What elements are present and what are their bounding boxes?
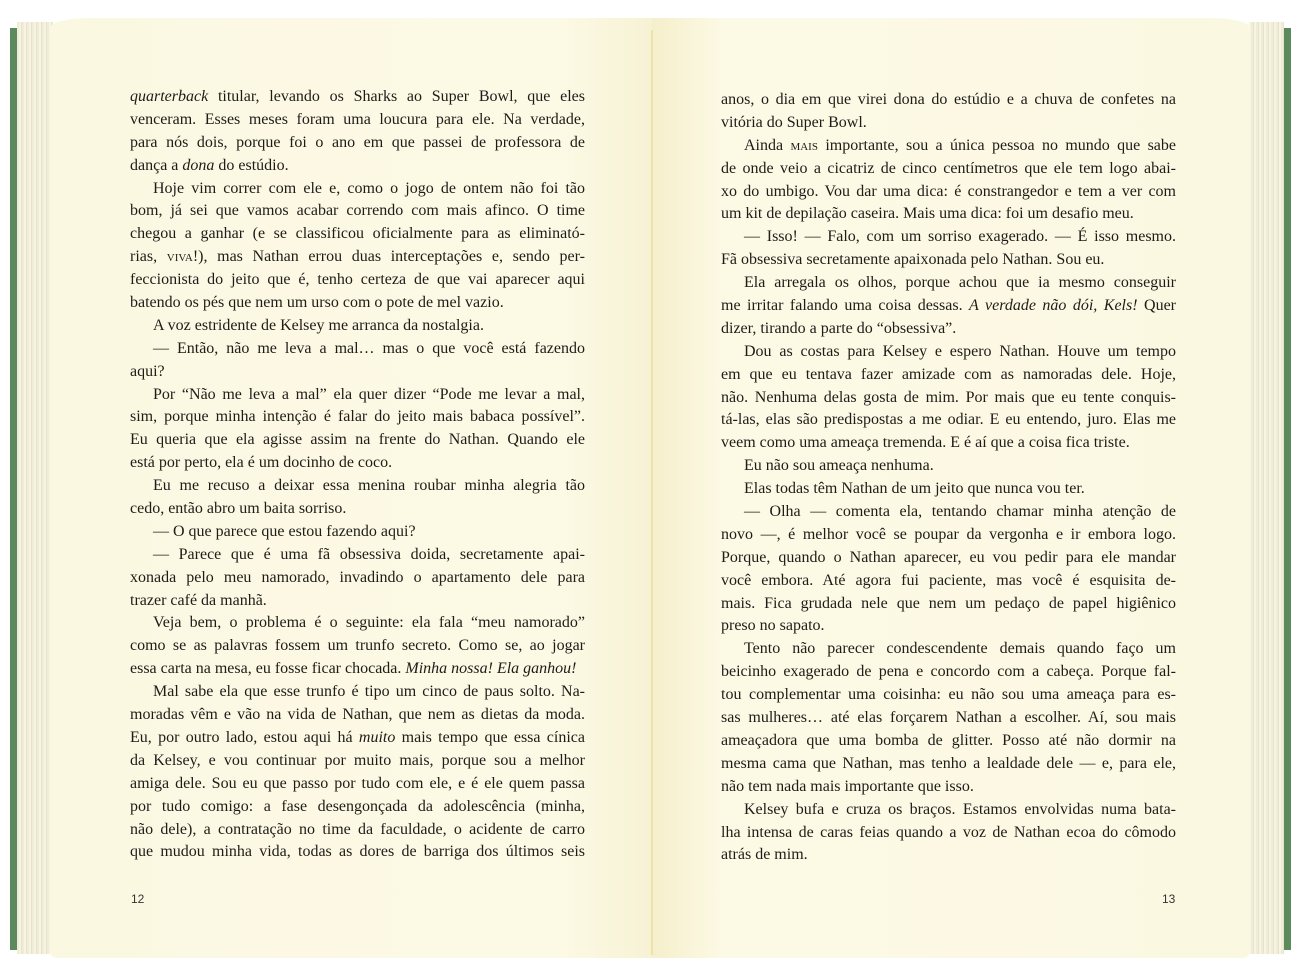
text-line xyxy=(130,452,585,475)
text-run: mais tempo que essa cínica xyxy=(395,728,585,746)
page-stack-left xyxy=(17,22,53,954)
text-line xyxy=(130,338,585,361)
text-run: — Olha — comenta ela, tentando chamar minha atenção de xyxy=(744,503,1176,521)
text-run: você embora. Até agora fui paciente, mas você é esquisita de- xyxy=(721,571,1176,589)
text-run: rias, xyxy=(130,248,167,266)
text-run: como se as palavras fossem um trunfo secreto. Como se, ao jogar xyxy=(130,637,585,655)
italic-text: Minha nossa! Ela ganhou! xyxy=(405,660,577,678)
text-line xyxy=(721,203,1176,226)
text-line xyxy=(130,750,585,773)
text-run: veem como uma ameaça tremenda. E é aí que a coisa fica triste. xyxy=(721,434,1130,452)
text-run: Elas todas têm Nathan de um jeito que nunca vou ter. xyxy=(744,480,1085,498)
text-run: um kit de depilação caseira. Mais uma dica: foi um desafio meu. xyxy=(721,205,1134,223)
text-line xyxy=(721,226,1176,249)
text-run: titular, levando os Sharks ao Super Bowl, que eles xyxy=(208,88,585,105)
text-run: importante, sou a única pessoa no mundo que sabe xyxy=(817,136,1176,154)
text-run: ameaçadora que uma bomba de glitter. Posso até não dormir na xyxy=(721,731,1176,749)
text-line xyxy=(130,292,585,315)
text-run: tá-las, elas são predispostas a me odiar. E eu entendo, juro. Elas me xyxy=(721,411,1176,429)
small-caps-text: mais xyxy=(790,136,818,154)
text-line xyxy=(130,681,585,704)
text-line xyxy=(130,841,585,864)
text-run: vitória do Super Bowl. xyxy=(721,113,867,131)
page-stack-right xyxy=(1249,22,1284,954)
text-run: trazer café da manhã. xyxy=(130,591,267,609)
text-run: lha intensa de caras feias quando a voz de Nathan ecoa do cômodo xyxy=(721,823,1176,841)
text-run: Quer xyxy=(1137,297,1177,315)
book-edge-right xyxy=(1284,28,1291,950)
text-line xyxy=(130,200,585,223)
text-line xyxy=(130,544,585,567)
text-run: Mal sabe ela que esse trunfo é tipo um cinco de paus solto. Na- xyxy=(153,683,585,701)
text-run: — O que parece que estou fazendo aqui? xyxy=(153,522,416,540)
text-run: xo do umbigo. Vou dar uma dica: é constrangedor e tem a ver com xyxy=(721,182,1176,200)
text-line xyxy=(721,89,1176,112)
text-line xyxy=(721,158,1176,181)
text-line xyxy=(721,593,1176,616)
text-line xyxy=(130,796,585,819)
book-spine xyxy=(651,30,653,955)
italic-text: muito xyxy=(358,728,396,746)
text-line xyxy=(130,635,585,658)
text-run: — Então, não me leva a mal… mas o que você está fazendo xyxy=(153,339,585,357)
text-run: Por “Não me leva a mal” ela quer dizer “Pode me levar a mal, xyxy=(153,385,585,403)
text-run: dizer, tirando a parte do “obsessiva”. xyxy=(721,319,957,337)
text-line xyxy=(130,361,585,384)
text-run: anos, o dia em que virei dona do estúdio e a chuva de confetes na xyxy=(721,91,1176,108)
text-line xyxy=(721,822,1176,845)
book-edge-left xyxy=(10,28,17,950)
text-line xyxy=(721,661,1176,684)
text-run: ), mas Nathan errou duas interceptações e, sendo per- xyxy=(198,248,585,266)
text-line xyxy=(721,364,1176,387)
text-line xyxy=(721,318,1176,341)
text-line xyxy=(721,684,1176,707)
text-run: para nós dois, porque foi o ano em que passei de professora de xyxy=(130,133,585,151)
text-line xyxy=(721,524,1176,547)
text-run: venceram. Esses meses foram uma loucura para ele. Na verdade, xyxy=(130,110,585,128)
text-run: essa carta na mesa, eu fosse ficar chocada. xyxy=(130,660,406,678)
text-line xyxy=(130,773,585,796)
text-run: da Kelsey, e vou continuar por muito mais, porque sou a melhor xyxy=(130,751,585,769)
text-run: — Parece que é uma fã obsessiva doida, secretamente apai- xyxy=(153,545,585,563)
text-line xyxy=(721,844,1176,867)
text-line xyxy=(130,475,585,498)
page-number-left: 12 xyxy=(131,892,145,906)
text-run: bom, já sei que vamos acabar correndo com mais afinco. O time xyxy=(130,202,585,220)
text-run: me irritar falando uma coisa dessas. xyxy=(721,297,970,315)
text-line xyxy=(721,387,1176,410)
text-run: está por perto, ela é um docinho de coco. xyxy=(130,454,393,472)
text-run: moradas vêm e vão na vida de Nathan, que nem as dietas da moda. xyxy=(130,706,585,724)
text-run: Dou as costas para Kelsey e espero Nathan. Houve um tempo xyxy=(744,342,1176,360)
text-run: não tem nada mais importante que isso. xyxy=(721,777,974,795)
text-line xyxy=(721,409,1176,432)
text-run: cedo, então abro um baita sorriso. xyxy=(130,500,347,518)
text-line xyxy=(130,658,585,681)
text-run: Kelsey bufa e cruza os braços. Estamos envolvidas numa bata- xyxy=(744,800,1176,818)
text-line xyxy=(721,135,1176,158)
text-run: beicinho exagerado de pena e concordo com a cabeça. Porque fal- xyxy=(721,663,1176,681)
text-run: A voz estridente de Kelsey me arranca da nostalgia. xyxy=(153,316,484,334)
text-line xyxy=(721,249,1176,272)
text-run: Eu me recuso a deixar essa menina roubar minha alegria tão xyxy=(153,477,585,495)
text-line xyxy=(721,295,1176,318)
text-line xyxy=(721,432,1176,455)
text-line xyxy=(130,429,585,452)
text-line xyxy=(130,109,585,132)
text-line xyxy=(721,776,1176,799)
text-run: não. Nenhuma delas gosta de mim. Por mais que eu tente conquis- xyxy=(721,388,1176,406)
text-line xyxy=(130,521,585,544)
text-line xyxy=(130,590,585,613)
text-line xyxy=(721,707,1176,730)
text-run: Eu queria que ela agisse assim na frente do Nathan. Quando ele xyxy=(130,431,585,449)
text-run: aqui? xyxy=(130,362,165,380)
left-page-text xyxy=(130,86,585,864)
text-run: Ela arregala os olhos, porque achou que ia mesmo conseguir xyxy=(744,274,1176,292)
text-run: não dele), a contratação no time da faculdade, o acidente de carro xyxy=(130,820,585,838)
text-line xyxy=(130,269,585,292)
text-line xyxy=(130,727,585,750)
text-run: mesma cama que Nathan, mas tenho a lealdade dele — e, para ele, xyxy=(721,754,1176,772)
text-run: batendo os pés que nem um urso com o pote de mel vazio. xyxy=(130,294,504,312)
text-line xyxy=(721,341,1176,364)
text-line xyxy=(721,478,1176,501)
text-line xyxy=(721,615,1176,638)
text-run: Tento não parecer condescendente demais quando faço um xyxy=(744,640,1176,658)
text-line xyxy=(721,455,1176,478)
text-line xyxy=(130,246,585,269)
text-run: — Isso! — Falo, com um sorriso exagerado. — É isso mesmo. xyxy=(744,228,1176,246)
text-run: Eu, por outro lado, estou aqui há xyxy=(130,728,359,746)
text-run: de onde veio a cicatriz de cinco centímetros que ele tem logo abai- xyxy=(721,159,1176,177)
text-run: Veja bem, o problema é o seguinte: ela fala “meu namorado” xyxy=(153,614,585,632)
text-run: Fã obsessiva secretamente apaixonada pelo Nathan. Sou eu. xyxy=(721,251,1105,269)
text-line xyxy=(130,223,585,246)
text-line xyxy=(721,799,1176,822)
text-line xyxy=(721,112,1176,135)
text-run: dança a xyxy=(130,156,183,174)
text-run: tou complementar uma coisinha: eu não sou uma ameaça para es- xyxy=(721,686,1176,704)
text-run: atrás de mim. xyxy=(721,846,808,864)
text-run: amiga dele. Sou eu que passo por tudo com ele, e é ele quem passa xyxy=(130,774,585,792)
text-line xyxy=(721,570,1176,593)
text-run: xonada pelo meu namorado, invadindo o apartamento dele para xyxy=(130,568,585,586)
text-line xyxy=(130,567,585,590)
text-run: Hoje vim correr com ele e, como o jogo de ontem não foi tão xyxy=(153,179,585,197)
text-line xyxy=(721,638,1176,661)
text-line xyxy=(721,753,1176,776)
italic-text: quarterback xyxy=(130,88,209,105)
text-run: do estúdio. xyxy=(214,156,289,174)
text-line xyxy=(130,704,585,727)
text-line xyxy=(130,406,585,429)
text-run: Ainda xyxy=(744,136,791,154)
text-run: feccionista do jeito que é, tenho certeza de que vai aparecer aqui xyxy=(130,271,585,289)
text-run: sas mulheres… até elas forçarem Nathan a escolher. Aí, sou mais xyxy=(721,709,1176,727)
text-run: Porque, quando o Nathan aparecer, eu vou pedir para ele mandar xyxy=(721,548,1176,566)
text-run: novo —, é melhor você se poupar da vergonha e ir embora logo. xyxy=(721,525,1176,543)
text-run: chegou a ganhar (e se classificou oficialmente para as eliminató- xyxy=(130,225,585,243)
text-line xyxy=(721,730,1176,753)
text-line xyxy=(130,819,585,842)
page-number-right: 13 xyxy=(1162,892,1176,906)
text-run: por tudo comigo: a fase desengonçada da adolescência (minha, xyxy=(130,797,585,815)
text-line xyxy=(130,384,585,407)
small-caps-text: viva! xyxy=(166,248,199,266)
right-page-text xyxy=(721,89,1176,867)
italic-text: dona xyxy=(182,156,215,174)
text-run: Eu não sou ameaça nenhuma. xyxy=(744,457,934,475)
text-run: sim, porque minha intenção é falar do jeito mais babaca possível”. xyxy=(130,408,585,426)
text-run: preso no sapato. xyxy=(721,617,825,635)
italic-text: A verdade não dói, Kels! xyxy=(969,297,1138,315)
text-line xyxy=(130,132,585,155)
text-line xyxy=(130,155,585,178)
text-line xyxy=(721,501,1176,524)
text-line xyxy=(130,178,585,201)
text-run: mais. Fica grudada nele que nem um pedaço de papel higiênico xyxy=(721,594,1176,612)
text-line xyxy=(130,86,585,109)
text-line xyxy=(130,498,585,521)
text-line xyxy=(130,315,585,338)
text-line xyxy=(721,272,1176,295)
text-line xyxy=(130,612,585,635)
text-line xyxy=(721,181,1176,204)
text-run: em que eu tentava fazer amizade com as namoradas dele. Hoje, xyxy=(721,365,1176,383)
text-line xyxy=(721,547,1176,570)
text-run: que mudou minha vida, todas as dores de barriga dos últimos seis xyxy=(130,843,585,861)
